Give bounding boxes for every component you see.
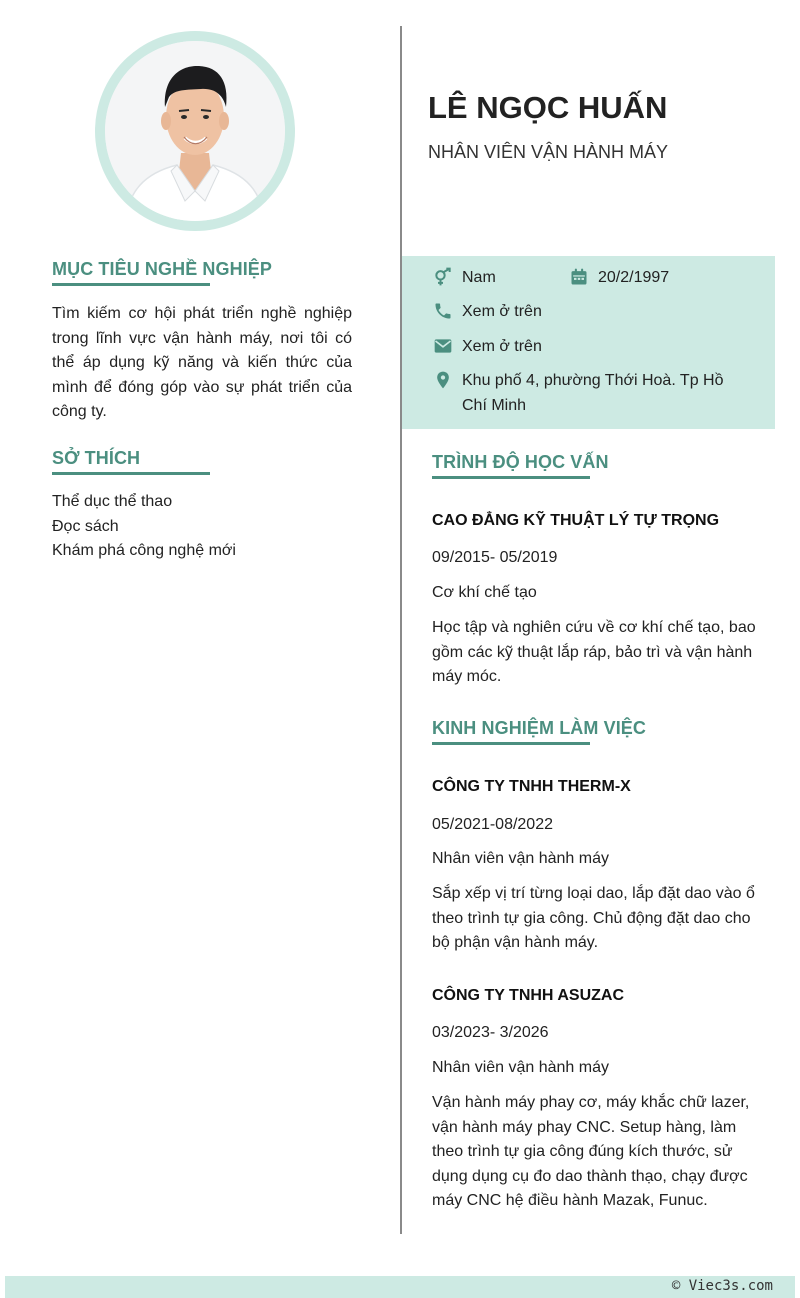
contact-birthday bbox=[568, 266, 669, 291]
location-pin-icon bbox=[432, 369, 454, 391]
avatar bbox=[95, 31, 295, 231]
hobby-list bbox=[52, 490, 236, 564]
column-divider bbox=[400, 26, 402, 1234]
education-school: CAO ĐẲNG KỸ THUẬT LÝ TỰ TRỌNG bbox=[432, 512, 720, 529]
job-company: CÔNG TY TNHH ASUZAC bbox=[432, 987, 624, 1004]
phone-icon bbox=[432, 300, 454, 322]
objective-title: MỤC TIÊU NGHỀ NGHIỆP bbox=[52, 259, 273, 279]
contact-phone bbox=[432, 300, 542, 325]
envelope-icon bbox=[432, 335, 454, 357]
footer-bar bbox=[5, 1276, 795, 1298]
hobby-item: Đọc sách bbox=[52, 517, 119, 535]
job-description: Vận hành máy phay cơ, máy khắc chữ lazer, vận hành máy phay CNC. Setup hàng, làm theo trình tự gia công đúng kích thước, sử dụng dụng cụ đo dao thành thạo, chạy được máy CNC hệ điều hành Mazak, Funuc. bbox=[432, 1094, 750, 1209]
education-title: TRÌNH ĐỘ HỌC VẤN bbox=[432, 452, 609, 472]
job-role: Nhân viên vận hành máy bbox=[432, 1059, 609, 1076]
gender-icon bbox=[432, 266, 454, 288]
job-role: Nhân viên vận hành máy bbox=[432, 850, 609, 867]
job-description: Sắp xếp vị trí từng loại dao, lắp đặt dao vào ổ theo trình tự gia công. Chủ động đặt dao cho bộ phận vận hành máy. bbox=[432, 885, 755, 951]
contact-gender bbox=[432, 266, 496, 291]
job-period: 03/2023- 3/2026 bbox=[432, 1024, 549, 1041]
phone-value: Xem ở trên bbox=[462, 303, 542, 320]
hobbies-title: SỞ THÍCH bbox=[52, 448, 141, 468]
job-period: 05/2021-08/2022 bbox=[432, 816, 553, 833]
experience-underline bbox=[432, 742, 590, 745]
birthday-value: 20/2/1997 bbox=[598, 269, 670, 286]
email-value: Xem ở trên bbox=[462, 338, 542, 355]
avatar-photo bbox=[105, 41, 285, 221]
education-period: 09/2015- 05/2019 bbox=[432, 549, 558, 566]
candidate-position: NHÂN VIÊN VẬN HÀNH MÁY bbox=[428, 142, 669, 162]
candidate-name: LÊ NGỌC HUẤN bbox=[428, 90, 668, 125]
gender-value: Nam bbox=[462, 269, 496, 286]
education-major: Cơ khí chế tạo bbox=[432, 584, 537, 601]
objective-text: Tìm kiếm cơ hội phát triển nghề nghiệp trong lĩnh vực vận hành máy, nơi tôi có thể áp dụng kỹ năng và kiến thức của mình để đóng góp vào sự phát triển của công ty. bbox=[52, 305, 352, 420]
address-value: Khu phố 4, phường Thới Hoà. Tp Hồ Chí Minh bbox=[462, 372, 724, 414]
contact-address bbox=[432, 369, 737, 418]
calendar-icon bbox=[568, 266, 590, 288]
hobby-item: Khám phá công nghệ mới bbox=[52, 542, 236, 559]
contact-email bbox=[432, 335, 542, 360]
experience-title: KINH NGHIỆM LÀM VIỆC bbox=[432, 718, 647, 738]
education-underline bbox=[432, 476, 590, 479]
hobbies-underline bbox=[52, 472, 210, 475]
person-photo-icon bbox=[105, 41, 285, 221]
job-company: CÔNG TY TNHH THERM-X bbox=[432, 778, 631, 795]
objective-underline bbox=[52, 283, 210, 286]
hobby-item: Thể dục thể thao bbox=[52, 493, 173, 510]
education-description: Học tập và nghiên cứu về cơ khí chế tạo, bao gồm các kỹ thuật lắp ráp, bảo trì và vận hành máy móc. bbox=[432, 619, 756, 685]
footer-copyright: © Viec3s.com bbox=[671, 1278, 773, 1294]
